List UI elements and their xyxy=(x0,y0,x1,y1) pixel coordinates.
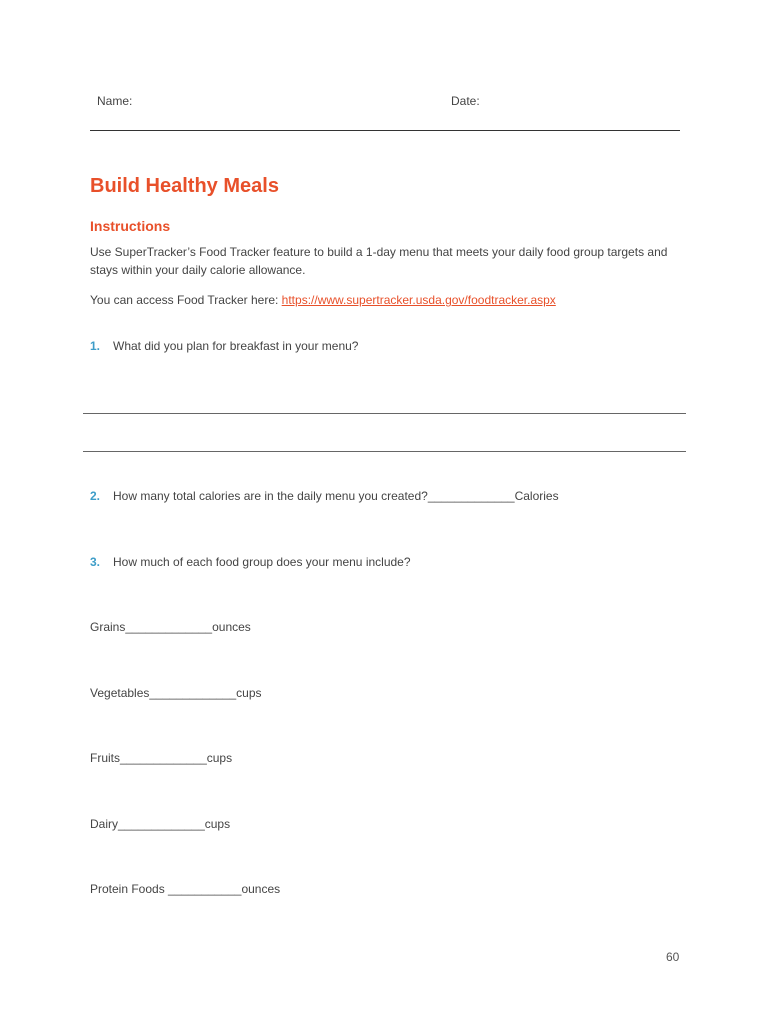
instructions-paragraph: Use SuperTracker’s Food Tracker feature to build a 1-day menu that meets your daily food group targets and stays within your daily calorie allowance. xyxy=(90,245,668,277)
question-number: 2. xyxy=(90,489,101,503)
question-text: How much of each food group does your menu include? xyxy=(113,555,411,569)
instructions-heading: Instructions xyxy=(90,218,171,234)
food-group-protein: Protein Foods ___________ounces xyxy=(90,882,281,896)
question-text: What did you plan for breakfast in your menu? xyxy=(113,339,359,353)
food-tracker-link[interactable]: https://www.supertracker.usda.gov/foodtracker.aspx xyxy=(281,293,556,307)
food-group-dairy: Dairy_____________cups xyxy=(90,817,231,831)
question-1 xyxy=(90,339,358,353)
header-underline xyxy=(90,130,680,131)
page-title: Build Healthy Meals xyxy=(90,175,279,197)
question-2 xyxy=(90,489,559,503)
answer-line[interactable] xyxy=(83,451,686,452)
date-label: Date: xyxy=(451,94,480,108)
name-label: Name: xyxy=(97,94,133,108)
food-group-grains: Grains_____________ounces xyxy=(90,620,251,634)
question-3 xyxy=(90,555,411,569)
answer-line[interactable] xyxy=(83,413,686,414)
page-number: 60 xyxy=(666,950,680,964)
food-group-vegetables: Vegetables_____________cups xyxy=(90,686,262,700)
question-number: 1. xyxy=(90,339,101,353)
access-text: You can access Food Tracker here: xyxy=(90,293,282,307)
access-line xyxy=(90,291,556,309)
question-number: 3. xyxy=(90,555,101,569)
question-text: How many total calories are in the daily menu you created?_____________Calories xyxy=(113,489,559,503)
food-group-fruits: Fruits_____________cups xyxy=(90,751,233,765)
